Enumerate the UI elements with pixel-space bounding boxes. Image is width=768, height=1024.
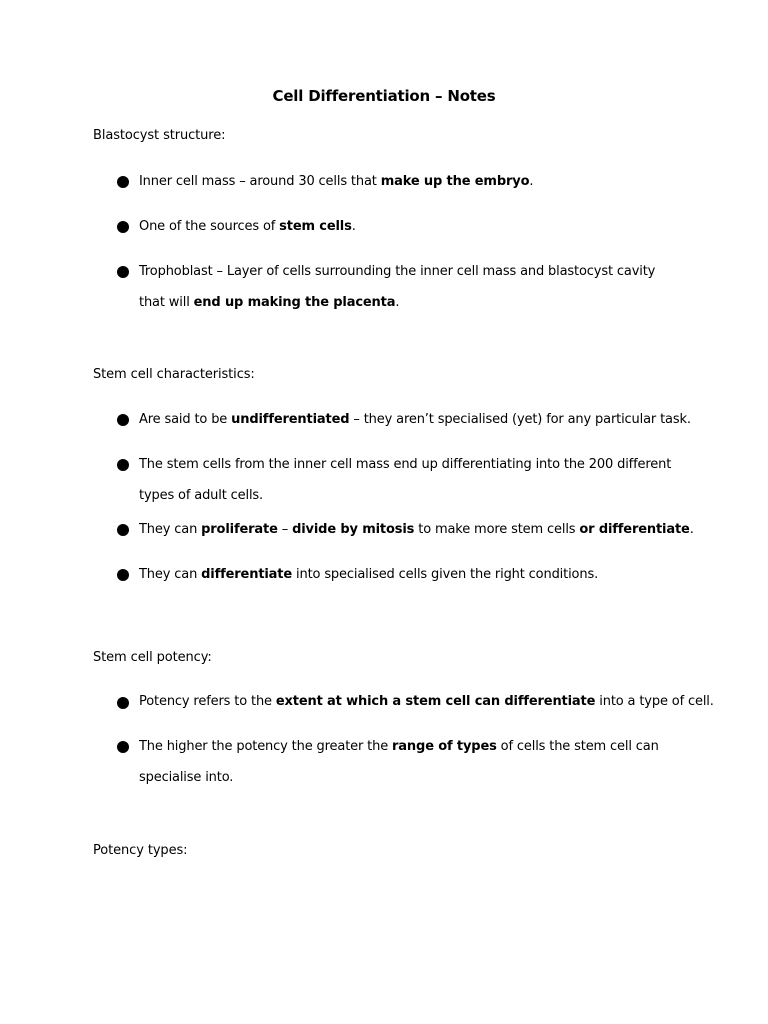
list-item: They can differentiate into specialised cells given the right conditions. [139,567,599,582]
bullet-icon [117,569,129,581]
list-item: Trophoblast – Layer of cells surrounding the inner cell mass and blastocyst cavity that will end up making the placenta. [139,264,656,310]
bullet-icon [117,414,129,426]
list-item: Inner cell mass – around 30 cells that make up the embryo. [139,174,534,189]
bullet-icon [117,741,129,753]
bullet-icon [117,697,129,709]
bullet-icon [117,266,129,278]
list-item: One of the sources of stem cells. [139,219,356,234]
bullet-icon [117,524,129,536]
bullet-icon [117,459,129,471]
bullet-icon [117,176,129,188]
list-item: They can proliferate – divide by mitosis to make more stem cells or differentiate. [139,522,694,537]
list-item: The stem cells from the inner cell mass end up differentiating into the 200 different types of adult cells. [139,457,672,503]
bullet-icon [117,221,129,233]
section-heading-blastocyst: Blastocyst structure: [93,128,226,143]
section-heading-potency: Stem cell potency: [93,650,212,665]
section-heading-potency-types: Potency types: [93,843,188,858]
list-item: The higher the potency the greater the range of types of cells the stem cell can specialise into. [139,739,659,785]
section-heading-characteristics: Stem cell characteristics: [93,367,255,382]
page-title: Cell Differentiation – Notes [272,87,496,105]
list-item: Are said to be undifferentiated – they aren’t specialised (yet) for any particular task. [139,412,691,427]
list-item: Potency refers to the extent at which a stem cell can differentiate into a type of cell. [139,694,714,709]
